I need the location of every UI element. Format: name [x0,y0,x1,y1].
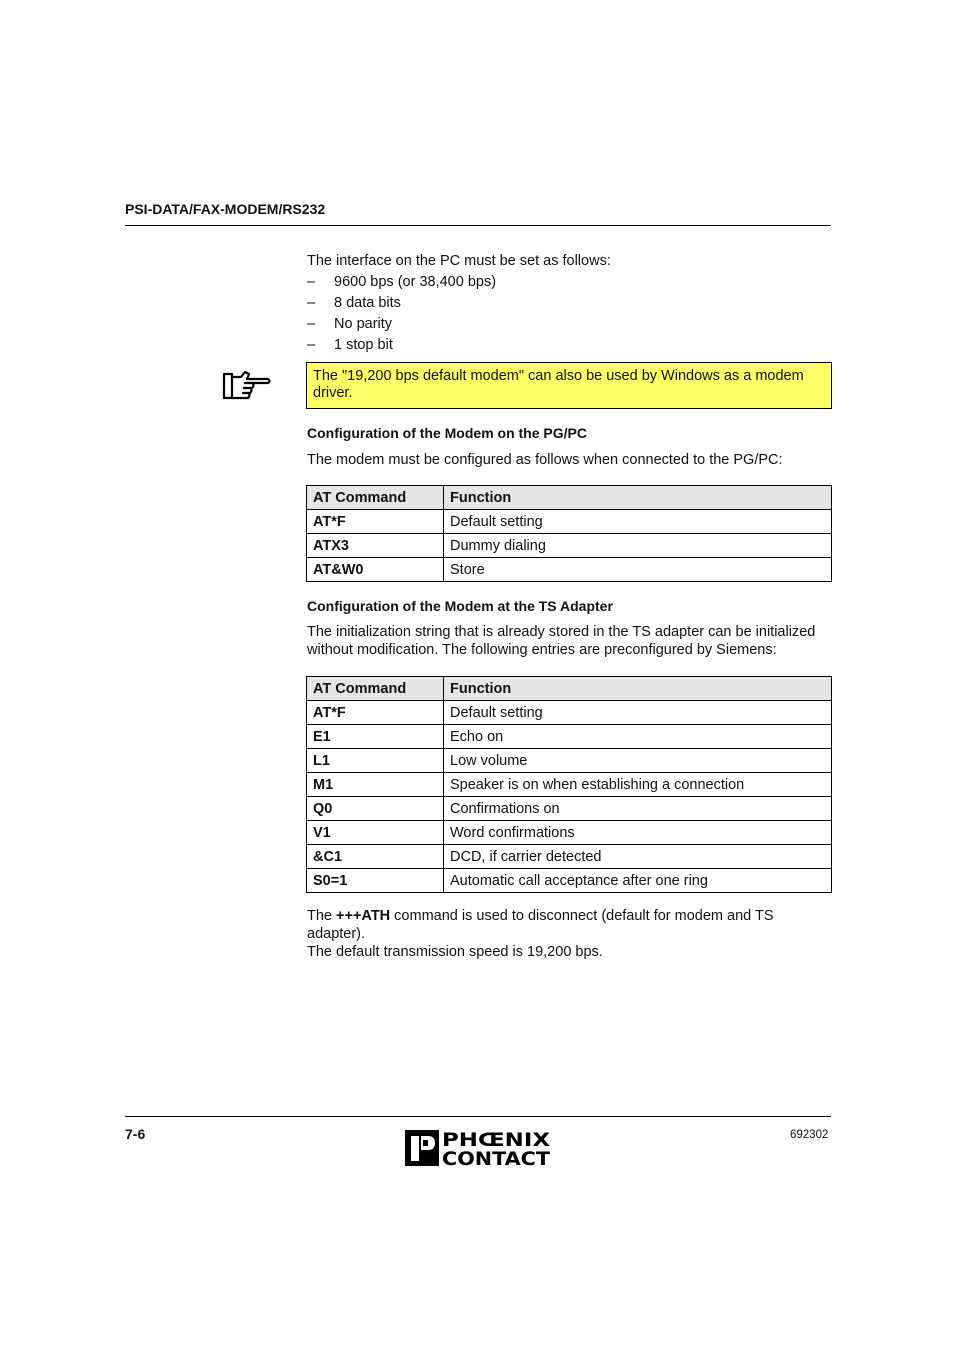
list-item: – No parity [307,316,393,332]
table-row: AT*F Default setting [307,510,832,534]
table-row: S0=1 Automatic call acceptance after one ring [307,869,832,893]
table-row: ATX3 Dummy dialing [307,534,832,558]
interface-settings-list [307,274,496,358]
table-row: M1 Speaker is on when establishing a connection [307,773,832,797]
page-number: 7-6 [125,1126,146,1142]
section-heading-ts-adapter: Configuration of the Modem at the TS Adapter [307,598,613,614]
table-row: L1 Low volume [307,749,832,773]
phoenix-contact-logo [404,1128,552,1168]
list-item: – 1 stop bit [307,337,393,353]
header-rule [125,225,831,226]
document-number: 692302 [790,1129,829,1141]
table-row: E1 Echo on [307,725,832,749]
running-header-title: PSI-DATA/FAX-MODEM/RS232 [125,201,326,217]
at-command-table-pg-pc [306,485,832,582]
table-row: V1 Word confirmations [307,821,832,845]
table-row: Q0 Confirmations on [307,797,832,821]
list-item: – 9600 bps (or 38,400 bps) [307,274,497,290]
section-paragraph-ts-adapter: The initialization string that is already stored in the TS adapter can be initialized without modification. The following entries are preconfigured by Siemens: [307,624,816,658]
section-paragraph-pg-pc: The modem must be configured as follows when connected to the PG/PC: [307,452,783,468]
table-row: &C1 DCD, if carrier detected [307,845,832,869]
footer-rule [125,1116,831,1117]
section-heading-pg-pc: Configuration of the Modem on the PG/PC [307,425,587,441]
table-row: AT&W0 Store [307,558,832,582]
closing-paragraph: The +++ATH command is used to disconnect (default for modem and TS adapter). The default transmission speed is 19,200 bps. [307,908,774,960]
table-row: AT*F Default setting [307,701,832,725]
intro-text: The interface on the PC must be set as follows: [307,253,611,269]
pointing-hand-icon [222,368,272,404]
svg-text:CONTACT: CONTACT [442,1148,551,1168]
list-item: – 8 data bits [307,295,401,311]
table-header-row: AT Command Function [307,677,832,701]
svg-text:PHŒNIX: PHŒNIX [442,1129,551,1151]
at-command-table-ts-adapter [306,676,832,893]
table-header-row: AT Command Function [307,486,832,510]
note-box: The "19,200 bps default modem" can also be used by Windows as a modem driver. [306,362,832,409]
disconnect-command: +++ATH [336,908,391,924]
